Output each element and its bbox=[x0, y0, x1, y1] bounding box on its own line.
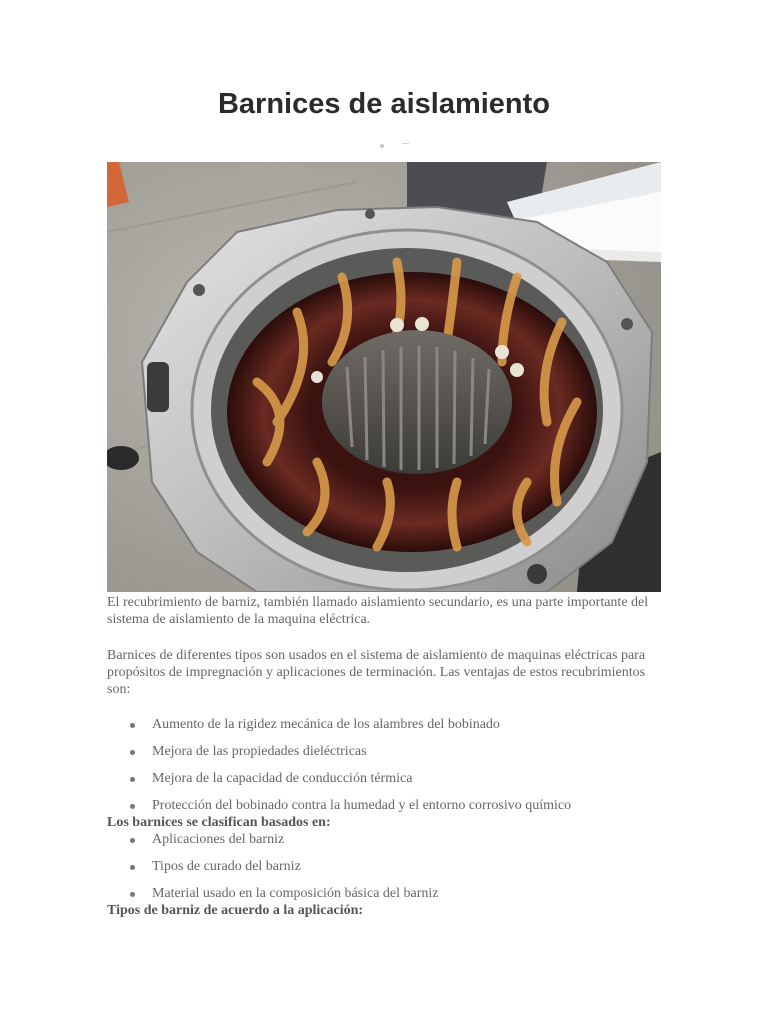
separator-dash bbox=[402, 143, 409, 144]
list-item: Material usado en la composición básica del barniz bbox=[107, 885, 667, 902]
list-item: Mejora de la capacidad de conducción térmica bbox=[107, 770, 667, 787]
page-title: Barnices de aislamiento bbox=[217, 88, 551, 120]
list-item: Aplicaciones del barniz bbox=[107, 831, 667, 848]
separator-dot bbox=[380, 144, 384, 148]
title-separator bbox=[378, 143, 412, 149]
varnish-paragraph: Barnices de diferentes tipos son usados en el sistema de aislamiento de maquinas eléctricas para propósitos de impregnación y aplicaciones de terminación. Las ventajas de estos recubrimientos son: bbox=[107, 648, 646, 697]
list-item: Mejora de las propiedades dieléctricas bbox=[107, 743, 667, 760]
classification-heading: Los barnices se clasifican basados en: bbox=[107, 815, 331, 830]
list-item: Aumento de la rigidez mecánica de los alambres del bobinado bbox=[107, 716, 667, 733]
advantages-list bbox=[107, 716, 667, 824]
list-item: Protección del bobinado contra la humedad y el entorno corrosivo químico bbox=[107, 797, 667, 814]
intro-paragraph: El recubrimiento de barniz, también llamado aislamiento secundario, es una parte importante del sistema de aislamiento de la maquina eléctrica. bbox=[107, 595, 649, 627]
classification-list bbox=[107, 831, 667, 912]
list-item: Tipos de curado del barniz bbox=[107, 858, 667, 875]
stator-photo bbox=[107, 162, 661, 592]
types-heading: Tipos de barniz de acuerdo a la aplicación: bbox=[107, 903, 364, 918]
